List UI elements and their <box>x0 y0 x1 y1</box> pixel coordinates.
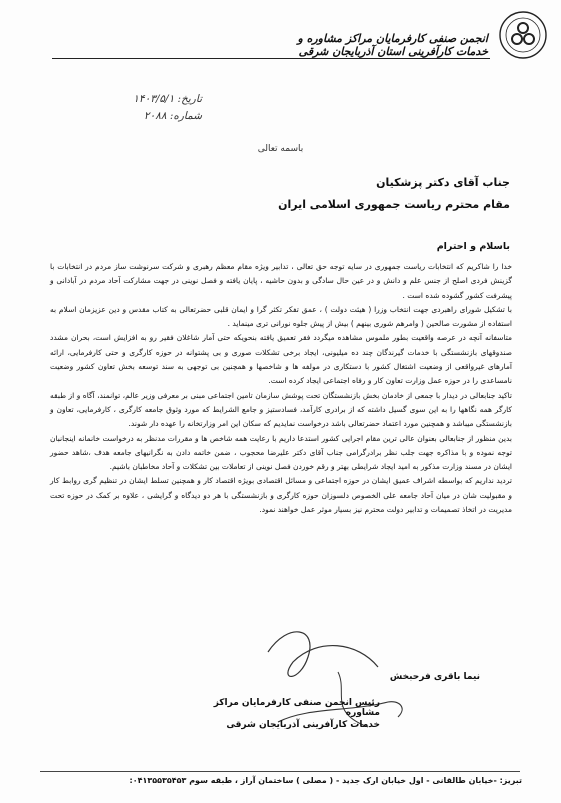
signatory-name: نیما باقری فرحبخش <box>389 672 480 682</box>
letter-date: تاریخ: ۱۴۰۳/۵/۱ <box>133 93 202 105</box>
footer-address: تبریز: -خیابان طالقانی - اول خیابان ارک جدید - ( مصلی ) ساختمان آراز ، طبقه سوم ۰۴۱۳۵۵۳۵۴۵۳: <box>129 776 522 785</box>
addressee-title: مقام محترم ریاست جمهوری اسلامی ایران <box>278 198 510 211</box>
body-paragraph: بدین منظور از جنابعالی بعنوان عالی ترین مقام اجرایی کشور استدعا داریم با رعایت همه شاخص ها و مقررات مدنظر به درخواست خانمانه اینجانبان توجه نموده و با مذاکره جهت جلب نظر برادرگرامی جناب آقای دکتر علیرضا محجوب ، ضمن خاتمه دادن به نگرانیهای جامعه هدف ،شاهد حضور ایشان در مسند وزارت مذکور به امید ایجاد شرایطی بهتر و رقم خوردن فصل نوینی از تعاملات بین تشکلات و آحاد مخاطبان باشیم. <box>50 433 512 472</box>
body-paragraph: متاسفانه آنچه در عرصه واقعیت بطور ملموس مشاهده میگردد فقر تعمیق یافته بنحویکه حتی آمار شاغلان فقیر رو به افزایش است، بحران مشدد صندوقهای بازنشستگی با خدمات گیرندگان چند ده میلیونی، ایجاد برخی تشکلات صوری و بی پشتوانه در حوزه کارگری و حتی کارفرمایی، ارائه آمارهای غیرواقعی از وضعیت اشتغال کشور با دستکاری در مولفه ها و شاخصها و همچنین بی توجهی به سند توسعه بخش تعاون کشور وضعیت نامساعدی را در حوزه عمل وزارت تعاون کار و رفاه اجتماعی ایجاد کرده است. <box>50 333 512 386</box>
body-paragraph: با تشکیل شورای راهبردی جهت انتخاب وزرا ( هیئت دولت ) ، عمق تفکر تکثر گرا و ایمان قلبی حضرتعالی به کتاب مقدس و دین عزیزمان اسلام به استفاده از مشورت صالحین ( وامرهم شوری بینهم ) بیش از پیش جلوه نورانی تری مینماید . <box>50 304 512 329</box>
header-org-title: انجمن صنفی کارفرمایان مراکز مشاوره و خدمات کارآفرینی استان آذربایجان شرقی <box>297 32 488 58</box>
addressee-name: جناب آقای دکتر پزشکیان <box>376 176 510 189</box>
letter-number: شماره: ۲۰۸۸ <box>143 110 202 122</box>
footer-divider <box>40 771 520 772</box>
body-paragraph: تاکید جنابعالی در دیدار با جمعی از خادمان بخش بازنشستگان تحت پوشش سازمان تامین اجتماعی مبنی بر معرفی وزیر عالم، توانمند، آگاه و از طبقه کارگر همه نگاهها را به این سوی گسیل داشته که از برادری کارآمد، فسادستیز و جامع الشرایط که مورد وثوق جامعه کارگری ، کارفرمایی، تعاون و بازنشستگی میباشد و همچنین مورد اعتماد حضرتعالی باشد درخواست نمایدیم که سکان این امر وزارتخانه را عهده دار شوند. <box>50 390 512 429</box>
header-divider <box>52 58 490 59</box>
association-logo-icon <box>498 10 548 60</box>
greeting: باسلام و احترام <box>436 241 510 252</box>
letter-body <box>50 260 512 517</box>
signatory-title-continued: خدمات کارآفرینی آذربایجان شرقی <box>226 720 380 730</box>
signatory-title: رئیس انجمن صنفی کارفرمایان مراکز مشاوره <box>213 698 380 718</box>
basmala: باسمه تعالی <box>257 144 304 154</box>
handwritten-signature-icon <box>248 612 428 752</box>
body-paragraph: خدا را شاکریم که انتخابات ریاست جمهوری در سایه توجه حق تعالی ، تدابیر ویژه مقام معظم رهبری و شرکت سرنوشت ساز مردم در انتخابات با گزینش فردی اصلح از جنس علم و دانش و در عین حال سادگی و بدون حاشیه ، پایان یافته و فصل نوینی در جهت مشارکت آحاد مردم در آبادانی و پیشرفت کشور گشوده شده است . <box>50 262 512 300</box>
body-paragraph: تردید نداریم که بواسطه اشراف عمیق ایشان در حوزه اجتماعی و مسائل اقتصادی بویژه اقتصاد کار و همچنین تسلط ایشان در تنظیم گری روابط کار و مقبولیت شان در میان آحاد جامعه علی الخصوص دلسوزان حوزه کارگری و بازنشستگی با هر دو دیدگاه و گرایشی ، علاوه بر کمک در حوزه تحت مدیریت در اتخاذ تصمیمات و تدابیر دولت محترم نیز بسیار موثر عمل خواهند نمود. <box>50 476 512 515</box>
